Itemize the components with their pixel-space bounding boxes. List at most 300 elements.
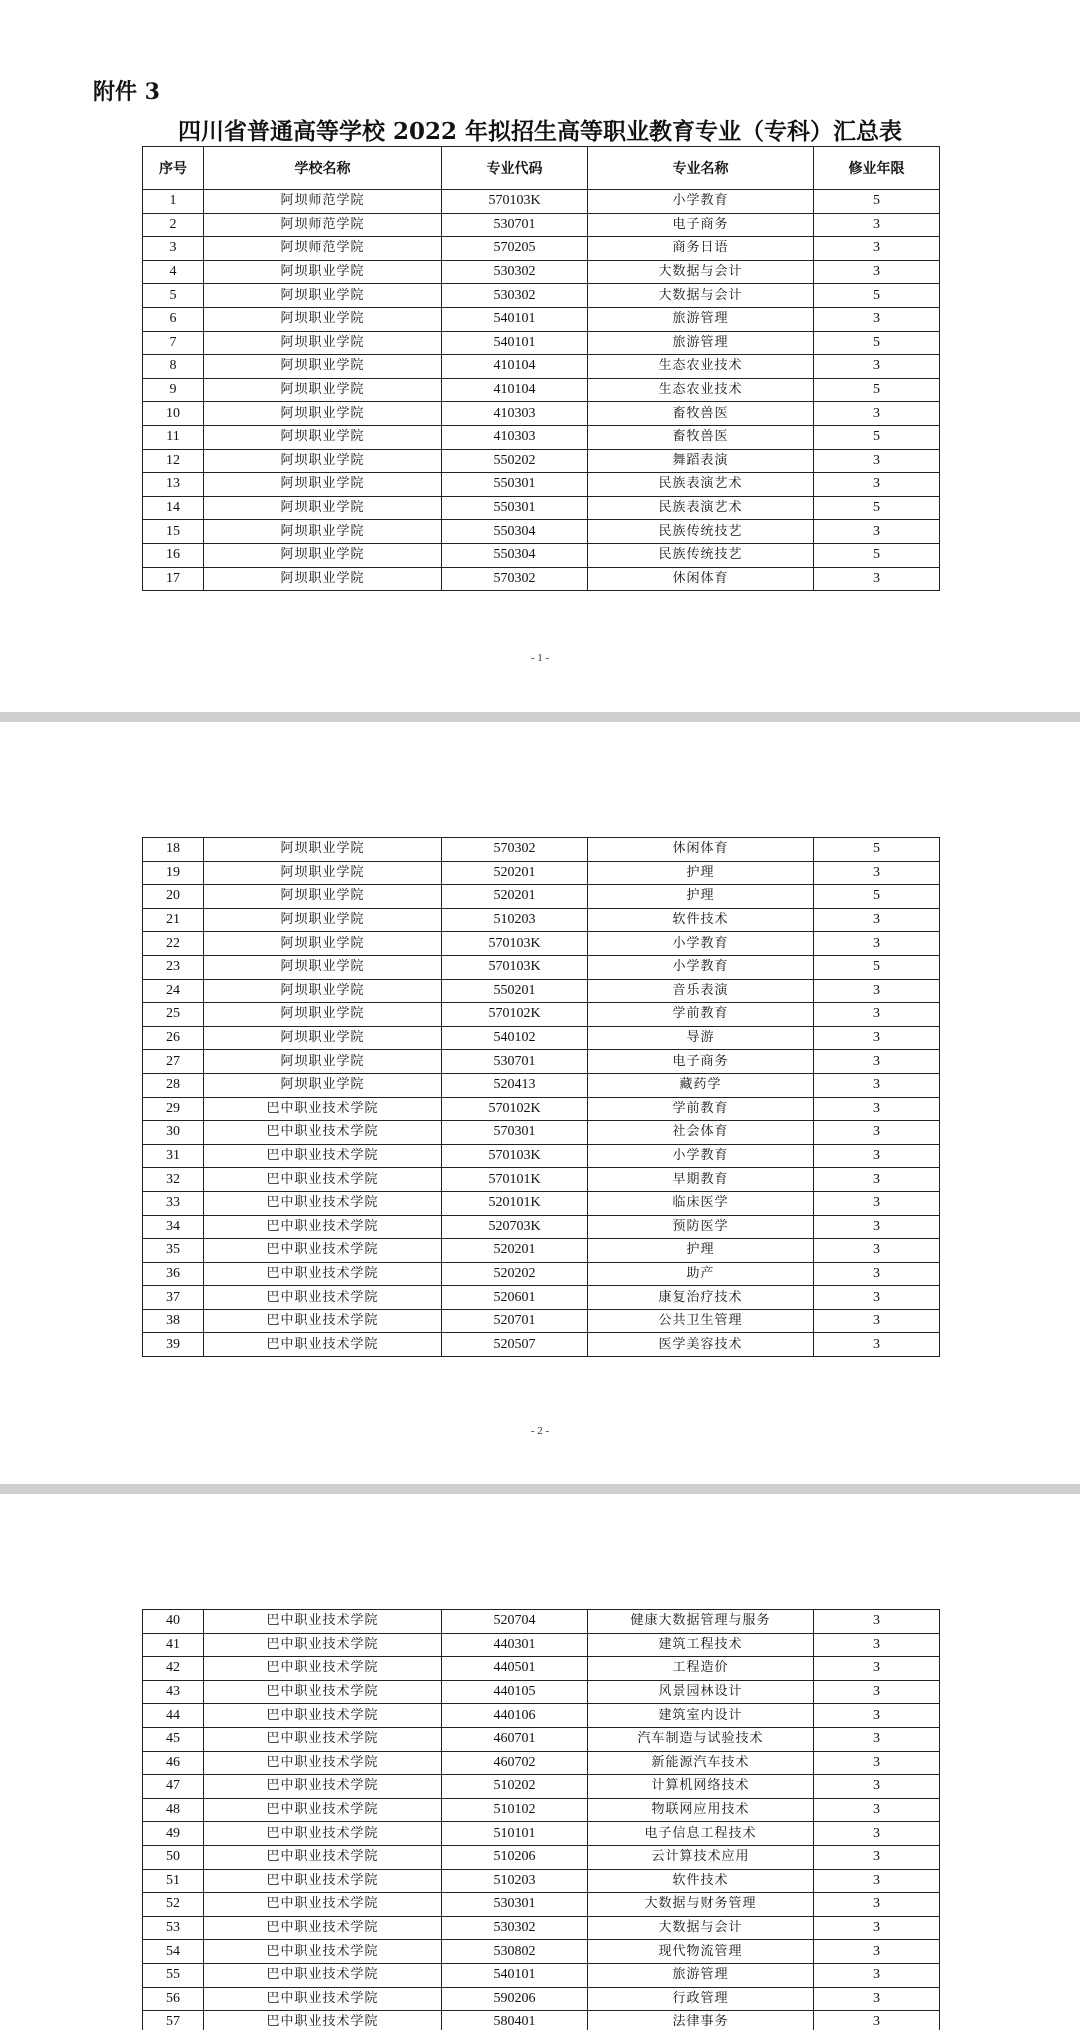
cell-major-code: 520201 (442, 1239, 588, 1263)
cell-major-code: 520704 (442, 1610, 588, 1634)
table-row (143, 1309, 940, 1333)
cell-index: 3 (143, 237, 204, 261)
cell-major-code: 550201 (442, 979, 588, 1003)
cell-school-name: 巴中职业技术学院 (204, 1657, 442, 1681)
cell-major-name: 休闲体育 (588, 838, 814, 862)
cell-major-code: 520201 (442, 885, 588, 909)
cell-index: 22 (143, 932, 204, 956)
cell-major-name: 康复治疗技术 (588, 1286, 814, 1310)
cell-index: 57 (143, 2011, 204, 2030)
cell-school-name: 巴中职业技术学院 (204, 1309, 442, 1333)
page-separator (0, 1484, 1080, 1494)
cell-major-code: 540101 (442, 1963, 588, 1987)
cell-study-years: 3 (814, 1309, 940, 1333)
cell-school-name: 阿坝职业学院 (204, 567, 442, 591)
cell-index: 9 (143, 378, 204, 402)
cell-major-code: 590206 (442, 1987, 588, 2011)
column-header-years: 修业年限 (814, 147, 940, 190)
cell-major-name: 社会体育 (588, 1121, 814, 1145)
cell-major-code: 410104 (442, 378, 588, 402)
cell-school-name: 巴中职业技术学院 (204, 1704, 442, 1728)
cell-index: 56 (143, 1987, 204, 2011)
cell-study-years: 3 (814, 1775, 940, 1799)
cell-index: 10 (143, 402, 204, 426)
cell-major-code: 570101K (442, 1168, 588, 1192)
cell-major-name: 护理 (588, 1239, 814, 1263)
cell-major-name: 旅游管理 (588, 331, 814, 355)
table-row (143, 838, 940, 862)
table-row (143, 1822, 940, 1846)
table-row (143, 955, 940, 979)
cell-major-name: 软件技术 (588, 908, 814, 932)
cell-major-name: 大数据与会计 (588, 284, 814, 308)
cell-major-code: 540101 (442, 307, 588, 331)
cell-major-code: 440106 (442, 1704, 588, 1728)
table-body-page-2 (143, 838, 940, 1357)
table-row (143, 378, 940, 402)
cell-major-code: 530302 (442, 1916, 588, 1940)
cell-index: 13 (143, 473, 204, 497)
cell-index: 54 (143, 1940, 204, 1964)
cell-major-name: 休闲体育 (588, 567, 814, 591)
table-row (143, 213, 940, 237)
cell-school-name: 阿坝职业学院 (204, 908, 442, 932)
table-row (143, 1239, 940, 1263)
cell-major-name: 医学美容技术 (588, 1333, 814, 1357)
cell-study-years: 3 (814, 355, 940, 379)
table-row (143, 885, 940, 909)
cell-major-code: 570205 (442, 237, 588, 261)
table-row (143, 260, 940, 284)
cell-school-name: 阿坝职业学院 (204, 260, 442, 284)
table-row (143, 1073, 940, 1097)
cell-study-years: 3 (814, 213, 940, 237)
cell-index: 23 (143, 955, 204, 979)
table-row (143, 1215, 940, 1239)
cell-index: 4 (143, 260, 204, 284)
cell-index: 52 (143, 1893, 204, 1917)
cell-major-code: 520701 (442, 1309, 588, 1333)
cell-school-name: 阿坝职业学院 (204, 932, 442, 956)
column-header-school: 学校名称 (204, 147, 442, 190)
cell-index: 19 (143, 861, 204, 885)
cell-study-years: 3 (814, 1751, 940, 1775)
cell-school-name: 阿坝职业学院 (204, 838, 442, 862)
cell-major-name: 大数据与财务管理 (588, 1893, 814, 1917)
table-row (143, 932, 940, 956)
cell-major-name: 建筑室内设计 (588, 1704, 814, 1728)
cell-major-name: 畜牧兽医 (588, 402, 814, 426)
cell-index: 7 (143, 331, 204, 355)
cell-major-name: 物联网应用技术 (588, 1798, 814, 1822)
cell-school-name: 巴中职业技术学院 (204, 1798, 442, 1822)
cell-major-code: 520202 (442, 1262, 588, 1286)
cell-index: 17 (143, 567, 204, 591)
cell-index: 11 (143, 425, 204, 449)
table-row (143, 1333, 940, 1357)
cell-index: 40 (143, 1610, 204, 1634)
cell-major-name: 行政管理 (588, 1987, 814, 2011)
cell-index: 45 (143, 1727, 204, 1751)
column-header-code: 专业代码 (442, 147, 588, 190)
table-row (143, 1191, 940, 1215)
cell-study-years: 5 (814, 543, 940, 567)
cell-major-name: 民族传统技艺 (588, 520, 814, 544)
cell-major-code: 410303 (442, 402, 588, 426)
cell-major-code: 510203 (442, 908, 588, 932)
cell-school-name: 阿坝职业学院 (204, 331, 442, 355)
cell-school-name: 阿坝职业学院 (204, 543, 442, 567)
cell-major-code: 550304 (442, 520, 588, 544)
cell-index: 12 (143, 449, 204, 473)
cell-school-name: 巴中职业技术学院 (204, 1775, 442, 1799)
cell-major-name: 法律事务 (588, 2011, 814, 2030)
table-row (143, 402, 940, 426)
cell-index: 14 (143, 496, 204, 520)
cell-study-years: 3 (814, 567, 940, 591)
table-row (143, 1003, 940, 1027)
cell-index: 30 (143, 1121, 204, 1145)
table-row (143, 473, 940, 497)
table-row (143, 1026, 940, 1050)
cell-index: 5 (143, 284, 204, 308)
table-row (143, 355, 940, 379)
cell-index: 26 (143, 1026, 204, 1050)
table-row (143, 1633, 940, 1657)
cell-study-years: 5 (814, 284, 940, 308)
cell-study-years: 3 (814, 449, 940, 473)
cell-study-years: 3 (814, 1144, 940, 1168)
table-row (143, 908, 940, 932)
cell-major-code: 570102K (442, 1003, 588, 1027)
cell-index: 47 (143, 1775, 204, 1799)
cell-major-code: 440105 (442, 1680, 588, 1704)
cell-index: 34 (143, 1215, 204, 1239)
cell-study-years: 3 (814, 1050, 940, 1074)
cell-study-years: 3 (814, 1333, 940, 1357)
cell-school-name: 阿坝职业学院 (204, 1026, 442, 1050)
cell-study-years: 5 (814, 378, 940, 402)
cell-index: 41 (143, 1633, 204, 1657)
cell-index: 27 (143, 1050, 204, 1074)
cell-major-name: 学前教育 (588, 1097, 814, 1121)
cell-index: 42 (143, 1657, 204, 1681)
cell-school-name: 巴中职业技术学院 (204, 1191, 442, 1215)
cell-study-years: 3 (814, 1940, 940, 1964)
table-row (143, 425, 940, 449)
cell-major-code: 410104 (442, 355, 588, 379)
cell-major-name: 助产 (588, 1262, 814, 1286)
page-2 (0, 722, 1080, 1484)
cell-school-name: 巴中职业技术学院 (204, 2011, 442, 2030)
cell-major-code: 540102 (442, 1026, 588, 1050)
table-row (143, 331, 940, 355)
cell-major-name: 导游 (588, 1026, 814, 1050)
cell-index: 50 (143, 1845, 204, 1869)
table-row (143, 1751, 940, 1775)
cell-study-years: 3 (814, 1727, 940, 1751)
summary-table-page-3 (142, 1609, 940, 2030)
cell-major-code: 460701 (442, 1727, 588, 1751)
cell-major-code: 520413 (442, 1073, 588, 1097)
cell-major-name: 大数据与会计 (588, 1916, 814, 1940)
cell-school-name: 阿坝职业学院 (204, 979, 442, 1003)
cell-study-years: 3 (814, 979, 940, 1003)
cell-index: 2 (143, 213, 204, 237)
cell-study-years: 3 (814, 1239, 940, 1263)
cell-index: 36 (143, 1262, 204, 1286)
cell-school-name: 巴中职业技术学院 (204, 1239, 442, 1263)
cell-major-name: 小学教育 (588, 955, 814, 979)
cell-major-name: 旅游管理 (588, 307, 814, 331)
column-header-major: 专业名称 (588, 147, 814, 190)
cell-major-code: 570102K (442, 1097, 588, 1121)
page-1 (0, 0, 1080, 712)
cell-index: 20 (143, 885, 204, 909)
cell-major-name: 舞蹈表演 (588, 449, 814, 473)
cell-study-years: 3 (814, 932, 940, 956)
cell-index: 35 (143, 1239, 204, 1263)
cell-study-years: 3 (814, 402, 940, 426)
cell-school-name: 巴中职业技术学院 (204, 1097, 442, 1121)
cell-major-name: 临床医学 (588, 1191, 814, 1215)
cell-index: 18 (143, 838, 204, 862)
cell-study-years: 3 (814, 1963, 940, 1987)
table-row (143, 1097, 940, 1121)
cell-school-name: 巴中职业技术学院 (204, 1987, 442, 2011)
cell-study-years: 3 (814, 1633, 940, 1657)
cell-school-name: 阿坝职业学院 (204, 355, 442, 379)
document-title: 四川省普通高等学校 2022 年拟招生高等职业教育专业（专科）汇总表 (177, 118, 903, 145)
cell-school-name: 阿坝师范学院 (204, 237, 442, 261)
cell-study-years: 3 (814, 908, 940, 932)
cell-major-name: 生态农业技术 (588, 355, 814, 379)
cell-major-code: 510206 (442, 1845, 588, 1869)
cell-major-code: 510102 (442, 1798, 588, 1822)
cell-school-name: 巴中职业技术学院 (204, 1751, 442, 1775)
cell-school-name: 阿坝职业学院 (204, 284, 442, 308)
cell-major-code: 530701 (442, 1050, 588, 1074)
cell-major-name: 电子商务 (588, 213, 814, 237)
cell-index: 25 (143, 1003, 204, 1027)
summary-table-page-2 (142, 837, 940, 1357)
cell-school-name: 巴中职业技术学院 (204, 1144, 442, 1168)
cell-major-name: 小学教育 (588, 932, 814, 956)
cell-major-code: 520201 (442, 861, 588, 885)
cell-index: 1 (143, 190, 204, 214)
cell-school-name: 阿坝职业学院 (204, 402, 442, 426)
cell-school-name: 巴中职业技术学院 (204, 1845, 442, 1869)
cell-school-name: 巴中职业技术学院 (204, 1822, 442, 1846)
page-number: - 1 - (530, 652, 550, 664)
cell-study-years: 3 (814, 520, 940, 544)
cell-major-name: 生态农业技术 (588, 378, 814, 402)
cell-major-name: 民族表演艺术 (588, 473, 814, 497)
cell-study-years: 5 (814, 190, 940, 214)
cell-school-name: 巴中职业技术学院 (204, 1633, 442, 1657)
cell-study-years: 3 (814, 1916, 940, 1940)
cell-major-code: 520601 (442, 1286, 588, 1310)
cell-school-name: 巴中职业技术学院 (204, 1940, 442, 1964)
cell-major-name: 小学教育 (588, 190, 814, 214)
cell-school-name: 巴中职业技术学院 (204, 1121, 442, 1145)
table-header-row (143, 147, 940, 190)
cell-major-code: 570103K (442, 190, 588, 214)
cell-major-name: 新能源汽车技术 (588, 1751, 814, 1775)
cell-study-years: 3 (814, 1680, 940, 1704)
cell-index: 29 (143, 1097, 204, 1121)
cell-school-name: 阿坝职业学院 (204, 1050, 442, 1074)
cell-study-years: 3 (814, 473, 940, 497)
cell-index: 38 (143, 1309, 204, 1333)
cell-major-name: 民族表演艺术 (588, 496, 814, 520)
cell-study-years: 3 (814, 1610, 940, 1634)
cell-school-name: 阿坝职业学院 (204, 955, 442, 979)
page-3 (0, 1494, 1080, 2030)
cell-study-years: 3 (814, 1003, 940, 1027)
cell-study-years: 3 (814, 1893, 940, 1917)
cell-school-name: 巴中职业技术学院 (204, 1869, 442, 1893)
cell-school-name: 巴中职业技术学院 (204, 1262, 442, 1286)
table-row (143, 449, 940, 473)
cell-major-name: 畜牧兽医 (588, 425, 814, 449)
cell-major-code: 580401 (442, 2011, 588, 2030)
table-row (143, 1610, 940, 1634)
cell-study-years: 3 (814, 1845, 940, 1869)
cell-index: 43 (143, 1680, 204, 1704)
cell-major-name: 护理 (588, 861, 814, 885)
cell-study-years: 3 (814, 1191, 940, 1215)
cell-index: 21 (143, 908, 204, 932)
table-row (143, 1845, 940, 1869)
cell-school-name: 阿坝师范学院 (204, 213, 442, 237)
cell-index: 49 (143, 1822, 204, 1846)
cell-major-code: 570103K (442, 955, 588, 979)
cell-study-years: 3 (814, 1822, 940, 1846)
cell-major-name: 民族传统技艺 (588, 543, 814, 567)
cell-index: 51 (143, 1869, 204, 1893)
cell-index: 46 (143, 1751, 204, 1775)
cell-major-code: 540101 (442, 331, 588, 355)
table-row (143, 1727, 940, 1751)
cell-major-code: 530301 (442, 1893, 588, 1917)
cell-school-name: 巴中职业技术学院 (204, 1168, 442, 1192)
cell-school-name: 巴中职业技术学院 (204, 1727, 442, 1751)
table-row (143, 237, 940, 261)
cell-major-code: 530302 (442, 284, 588, 308)
cell-major-code: 510202 (442, 1775, 588, 1799)
table-row (143, 190, 940, 214)
cell-study-years: 5 (814, 425, 940, 449)
cell-index: 8 (143, 355, 204, 379)
cell-study-years: 3 (814, 1286, 940, 1310)
cell-study-years: 3 (814, 1073, 940, 1097)
cell-index: 33 (143, 1191, 204, 1215)
table-row (143, 1262, 940, 1286)
cell-major-code: 520101K (442, 1191, 588, 1215)
cell-study-years: 3 (814, 237, 940, 261)
cell-major-code: 550301 (442, 473, 588, 497)
cell-major-code: 550304 (442, 543, 588, 567)
cell-major-code: 570301 (442, 1121, 588, 1145)
cell-index: 53 (143, 1916, 204, 1940)
cell-school-name: 巴中职业技术学院 (204, 1215, 442, 1239)
cell-school-name: 阿坝职业学院 (204, 520, 442, 544)
cell-school-name: 阿坝职业学院 (204, 885, 442, 909)
cell-major-name: 汽车制造与试验技术 (588, 1727, 814, 1751)
cell-major-name: 藏药学 (588, 1073, 814, 1097)
cell-school-name: 巴中职业技术学院 (204, 1610, 442, 1634)
cell-major-name: 建筑工程技术 (588, 1633, 814, 1657)
cell-school-name: 巴中职业技术学院 (204, 1680, 442, 1704)
table-row (143, 979, 940, 1003)
cell-school-name: 阿坝职业学院 (204, 1003, 442, 1027)
table-row (143, 1893, 940, 1917)
table-row (143, 1916, 940, 1940)
table-row (143, 1987, 940, 2011)
table-row (143, 1869, 940, 1893)
cell-school-name: 巴中职业技术学院 (204, 1963, 442, 1987)
cell-study-years: 3 (814, 1097, 940, 1121)
cell-major-code: 510203 (442, 1869, 588, 1893)
cell-study-years: 3 (814, 1704, 940, 1728)
cell-major-name: 小学教育 (588, 1144, 814, 1168)
cell-school-name: 阿坝职业学院 (204, 1073, 442, 1097)
cell-study-years: 5 (814, 955, 940, 979)
cell-study-years: 5 (814, 838, 940, 862)
cell-major-code: 530802 (442, 1940, 588, 1964)
cell-school-name: 阿坝职业学院 (204, 425, 442, 449)
cell-school-name: 巴中职业技术学院 (204, 1286, 442, 1310)
table-row (143, 1286, 940, 1310)
table-row (143, 1050, 940, 1074)
cell-study-years: 5 (814, 331, 940, 355)
cell-study-years: 3 (814, 1121, 940, 1145)
table-row (143, 2011, 940, 2030)
cell-major-name: 工程造价 (588, 1657, 814, 1681)
cell-index: 16 (143, 543, 204, 567)
table-row (143, 567, 940, 591)
cell-index: 39 (143, 1333, 204, 1357)
cell-major-name: 电子商务 (588, 1050, 814, 1074)
cell-major-code: 550301 (442, 496, 588, 520)
table-row (143, 520, 940, 544)
cell-study-years: 3 (814, 1657, 940, 1681)
cell-major-name: 电子信息工程技术 (588, 1822, 814, 1846)
table-body-page-1 (143, 190, 940, 591)
cell-major-code: 520703K (442, 1215, 588, 1239)
cell-major-code: 530701 (442, 213, 588, 237)
cell-school-name: 阿坝职业学院 (204, 496, 442, 520)
cell-study-years: 3 (814, 2011, 940, 2030)
cell-study-years: 3 (814, 307, 940, 331)
column-header-index: 序号 (143, 147, 204, 190)
cell-index: 15 (143, 520, 204, 544)
attachment-label: 附件 3 (93, 79, 160, 105)
cell-major-name: 云计算技术应用 (588, 1845, 814, 1869)
cell-index: 48 (143, 1798, 204, 1822)
cell-study-years: 3 (814, 1168, 940, 1192)
cell-index: 37 (143, 1286, 204, 1310)
table-row (143, 543, 940, 567)
cell-index: 44 (143, 1704, 204, 1728)
cell-major-name: 健康大数据管理与服务 (588, 1610, 814, 1634)
cell-study-years: 3 (814, 1262, 940, 1286)
cell-major-name: 公共卫生管理 (588, 1309, 814, 1333)
cell-major-name: 计算机网络技术 (588, 1775, 814, 1799)
table-row (143, 496, 940, 520)
cell-index: 6 (143, 307, 204, 331)
